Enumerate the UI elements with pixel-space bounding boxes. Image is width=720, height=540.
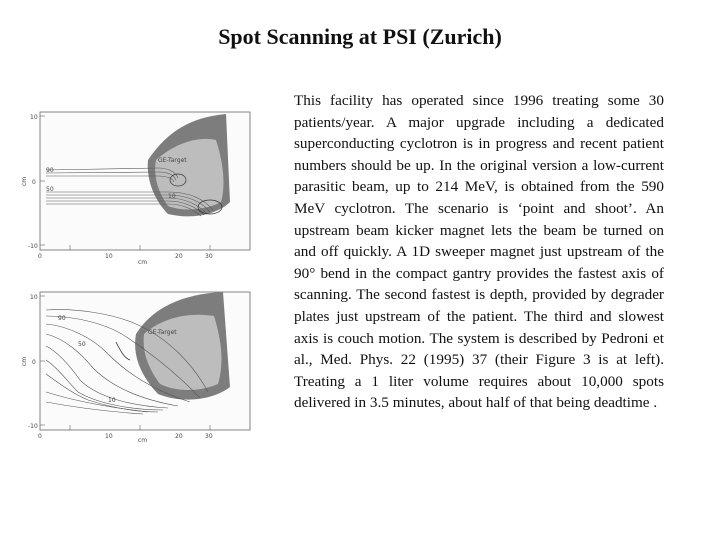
top-contour-label-90: 90 [46,167,54,174]
top-y-axis-label: cm [21,176,28,186]
top-ytick-0: 0 [32,179,36,186]
top-xtick-0: 0 [38,253,42,260]
bottom-plot [21,292,250,442]
figure-svg [18,102,290,442]
top-x-axis-label: cm [138,259,148,266]
top-contour-label-50: 50 [46,186,54,193]
bottom-target-label: GE-Target [148,329,177,336]
bottom-xtick-30: 30 [205,433,213,440]
bottom-contour-label-10: 10 [108,397,116,404]
slide-title: Spot Scanning at PSI (Zurich) [218,24,502,49]
bottom-ytick-10: 10 [30,294,38,301]
bottom-contour-label-90: 90 [58,315,66,322]
top-contour-label-10: 10 [168,193,176,200]
bottom-xtick-10: 10 [105,433,113,440]
top-xtick-30: 30 [205,253,213,260]
dose-distribution-figure [18,102,290,442]
top-ytick-minus10: -10 [28,243,38,250]
top-xtick-20: 20 [175,253,183,260]
top-ytick-10: 10 [30,114,38,121]
top-plot [21,112,250,266]
bottom-ytick-0: 0 [32,359,36,366]
body-paragraph: This facility has operated since 1996 treating some 30 patients/year. A major upgrade including a dedicated superconducting cyclotron is in progress and recent patient numbers should be up. In the original version a low-current parasitic beam, up to 214 MeV, is obtained from the 590 MeV cyclotron. The scenario is ‘point and shoot’. An upstream beam kicker magnet lets the beam be turned on and off quickly. A 1D sweeper magnet just upstream of the 90° bend in the compact gantry provides the fastest axis of scanning. The second fastest is depth, provided by degrader plates just upstream of the patient. The third and slowest axis is couch motion. The system is described by Pedroni et al., Med. Phys. 22 (1995) 37 (their Figure 3 is at left). Treating a 1 liter volume requires about 10,000 spots delivered in 3.5 minutes, about half of that being deadtime . [294,92,664,412]
bottom-xtick-20: 20 [175,433,183,440]
top-target-label: GE-Target [158,157,187,164]
bottom-ytick-minus10: -10 [28,423,38,430]
bottom-y-axis-label: cm [21,356,28,366]
bottom-xtick-0: 0 [38,433,42,440]
bottom-contour-label-50: 50 [78,341,86,348]
bottom-x-axis-label: cm [138,437,148,442]
top-xtick-10: 10 [105,253,113,260]
